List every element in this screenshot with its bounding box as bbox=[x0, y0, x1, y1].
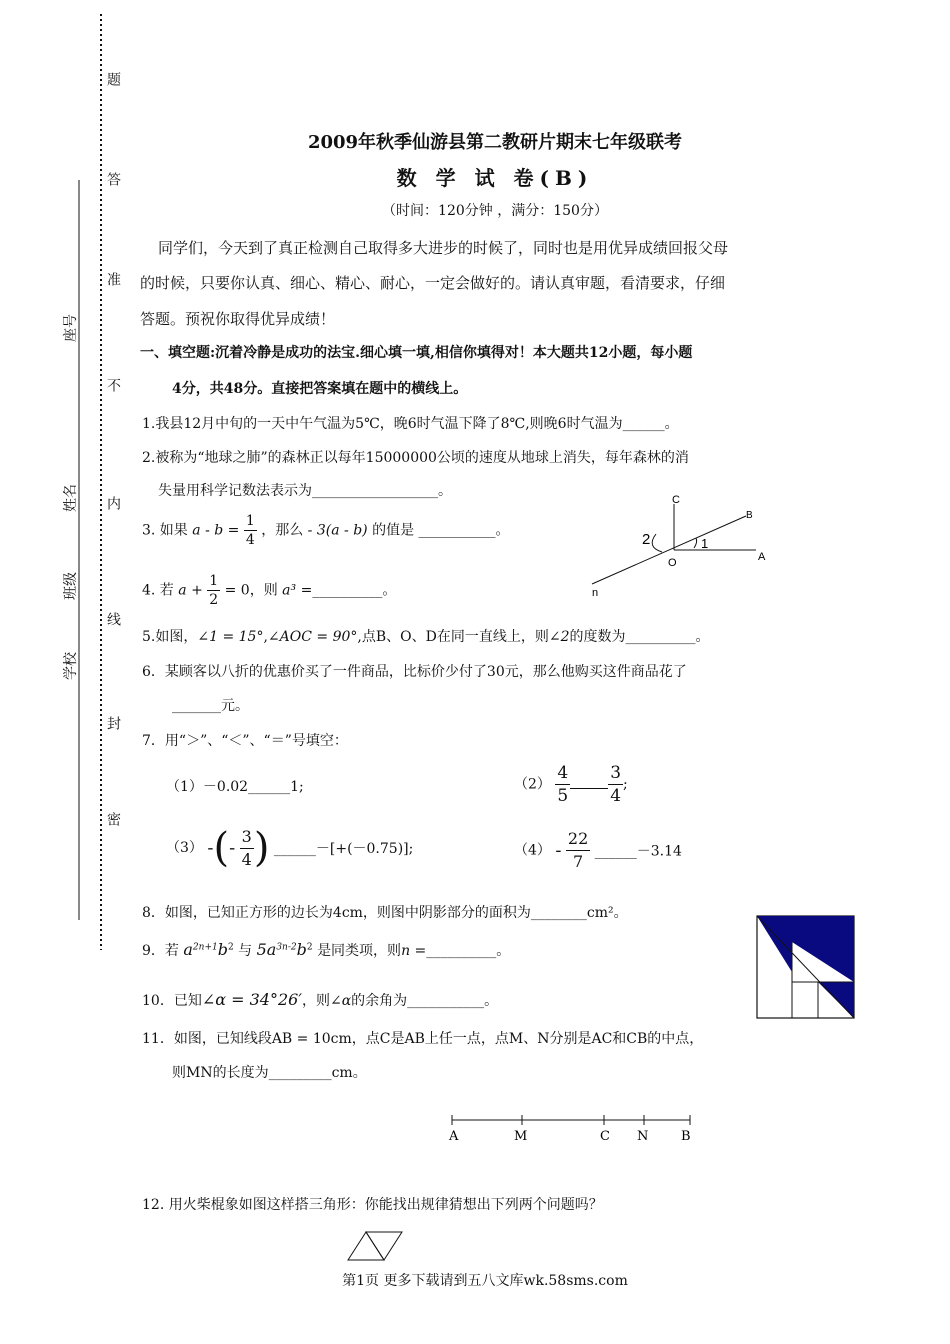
margin-hint-1: 题 bbox=[105, 72, 121, 86]
margin-hint-3: 准 bbox=[105, 272, 121, 286]
margin-hint-2: 答 bbox=[105, 172, 121, 186]
q3-expression: a - b = bbox=[192, 522, 240, 539]
question-7: 7．用“＞”、“＜”、“＝”号填空： bbox=[142, 733, 348, 749]
label-b: B bbox=[746, 510, 753, 521]
point-m: M bbox=[514, 1129, 528, 1144]
exam-title: 2009年秋季仙游县第二教研片期末七年级联考 bbox=[307, 132, 683, 153]
q3-prefix: 3. 如果 bbox=[142, 522, 188, 539]
question-6-line-2: _______元。 bbox=[172, 698, 249, 714]
page-footer: 第1页 更多下载请到五八文库wk.58sms.com bbox=[342, 1273, 628, 1289]
name-label: 姓名 bbox=[63, 484, 79, 512]
segment-figure bbox=[444, 1110, 700, 1146]
question-5: 5.如图，∠1 = 15°,∠AOC = 90°,点B、O、D在同一直线上，则∠2的度数为__________。 bbox=[142, 629, 710, 645]
margin-hint-8: 密 bbox=[105, 812, 121, 826]
point-b: B bbox=[681, 1129, 691, 1144]
margin-hint-7: 封 bbox=[105, 716, 121, 730]
class-label: 班级 bbox=[63, 572, 79, 600]
question-10: 10．已知∠α = 34°26′，则∠α的余角为___________。 bbox=[142, 990, 499, 1009]
question-2-line-2: 失量用科学记数法表示为__________________。 bbox=[158, 483, 452, 499]
question-7-4: （4） - $\frac{22}{7}$ ______－3.14 bbox=[514, 829, 682, 871]
question-7-2: （2） $\frac{4}{5}$ $\frac{3}{4}$ ; bbox=[514, 763, 628, 806]
question-1: 1.我县12月中旬的一天中午气温为5℃，晚6时气温下降了8℃,则晚6时气温为______。 bbox=[142, 416, 679, 432]
question-6-line-1: 6．某顾客以八折的优惠价买了一件商品，比标价少付了30元，那么他购买这件商品花了 bbox=[142, 664, 687, 680]
intro-line-2: 的时候，只要你认真、细心、精心、耐心，一定会做好的。请认真审题，看清要求，仔细 bbox=[140, 274, 726, 292]
question-11-line-1: 11．如图，已知线段AB = 10cm，点C是AB上任一点，点M、N分别是AC和CB的中点， bbox=[142, 1031, 704, 1047]
q4-fraction: $\frac{1}{2}$ bbox=[209, 573, 219, 608]
school-label: 学校 bbox=[63, 652, 79, 680]
question-7-3: （3） -(- $\frac{3}{4}$ ) ______－[+(－0.75)]; bbox=[166, 825, 414, 871]
q3-suffix: 的值是 ___________。 bbox=[372, 522, 510, 539]
section-1-instructions: 4分，共48分。直接把答案填在题中的横线上。 bbox=[172, 381, 468, 397]
label-angle-1: 1 bbox=[701, 536, 709, 551]
matchstick-triangles-figure bbox=[344, 1228, 410, 1264]
label-o: O bbox=[668, 557, 677, 569]
point-n: N bbox=[637, 1129, 649, 1144]
square-figure bbox=[756, 912, 856, 1020]
exam-info: （时间：120分钟 ，满分：150分） bbox=[382, 203, 608, 219]
question-12: 12. 用火柴棍象如图这样搭三角形：你能找出规律猜想出下列两个问题吗？ bbox=[142, 1197, 603, 1213]
intro-line-1: 同学们，今天到了真正检测自己取得多大进步的时候了，同时也是用优异成绩回报父母 bbox=[158, 239, 729, 257]
question-11-line-2: 则MN的长度为_________cm。 bbox=[172, 1065, 367, 1081]
label-angle-2: 2 bbox=[642, 531, 651, 548]
question-2-line-1: 2.被称为“地球之肺”的森林正以每年15000000公顷的速度从地球上消失，每年森林的消 bbox=[142, 450, 689, 466]
intro-line-3: 答题。预祝你取得优异成绩！ bbox=[140, 310, 336, 328]
margin-hint-6: 线 bbox=[105, 612, 121, 626]
margin-hint-4: 不 bbox=[105, 378, 121, 392]
q3-fraction: $\frac{1}{4}$ bbox=[245, 513, 255, 548]
question-8: 8．如图，已知正方形的边长为4cm，则图中阴影部分的面积为________cm²。 bbox=[142, 905, 628, 921]
angle-figure bbox=[586, 492, 776, 602]
seat-number-label: 座号 bbox=[63, 314, 79, 342]
point-a: A bbox=[449, 1129, 459, 1144]
label-a: A bbox=[758, 551, 766, 563]
question-4: 4. 若 a + $\frac{1}{2}$ = 0，则 a³ =__________。 bbox=[142, 573, 397, 608]
exam-subtitle: 数 学 试 卷(B) bbox=[396, 166, 594, 190]
label-n: n bbox=[592, 587, 599, 599]
q3-expression-2: - 3(a - b) bbox=[307, 522, 368, 539]
question-9: 9．若 $a^{2n+1}b^2$ 与 $5a^{3n-2}b^2$ 是同类项，则n =__________。 bbox=[142, 940, 511, 959]
margin-hint-5: 内 bbox=[105, 496, 121, 510]
question-3 bbox=[142, 512, 510, 549]
question-7-1: （1）－0.02______1; bbox=[166, 779, 304, 795]
q3-middle: ，那么 bbox=[261, 522, 304, 539]
section-1-heading: 一、填空题:沉着冷静是成功的法宝.细心填一填,相信你填得对！本大题共12小题，每小题 bbox=[140, 345, 693, 361]
label-c: C bbox=[672, 494, 680, 506]
point-c: C bbox=[600, 1129, 610, 1144]
